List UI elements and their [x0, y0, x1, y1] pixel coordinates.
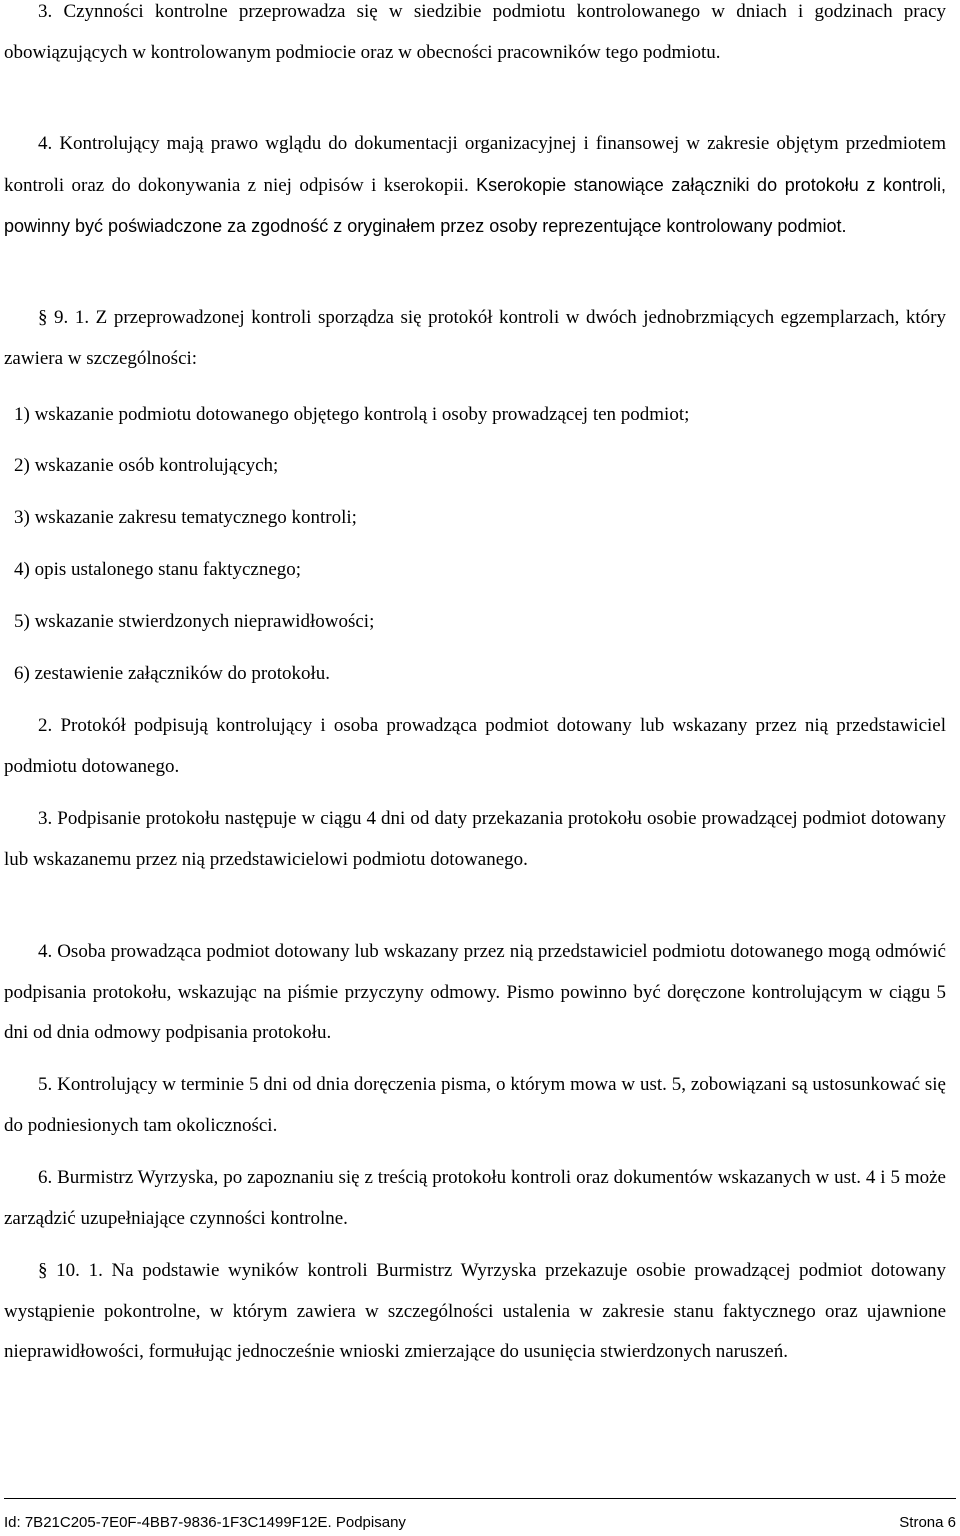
section-9-point-5: 5. Kontrolujący w terminie 5 dni od dnia doręczenia pisma, o którym mowa w ust. 5, zobowiązani są ustosunkować się do podniesionych tam okoliczności. — [4, 1074, 946, 1136]
paragraph-4 — [4, 124, 946, 248]
page-number: Strona 6 — [899, 1514, 956, 1531]
page-footer — [4, 1498, 956, 1533]
paragraph-4-part-b: Kserokopie stanowiące załączniki do protokołu z kontroli, powinny być poświadczone za zgodność z oryginałem przez osoby reprezentujące kontrolowany podmiot. — [4, 174, 946, 236]
paragraph-3: 3. Czynności kontrolne przeprowadza się w siedzibie podmiotu kontrolowanego w dniach i godzinach pracy obowiązujących w kontrolowanym podmiocie oraz w obecności pracowników tego podmiotu. — [4, 1, 946, 63]
list-item-3: 3) wskazanie zakresu tematycznego kontroli; — [14, 507, 357, 528]
paragraph-4-part-a: 4. Kontrolujący mają prawo wglądu do dokumentacji organizacyjnej i finansowej w zakresie objętym przedmiotem kontroli oraz do dokonywania z niej odpisów i kserokopii. — [4, 133, 946, 196]
list-item-6: 6) zestawienie załączników do protokołu. — [14, 663, 331, 684]
list-item-1: 1) wskazanie podmiotu dotowanego objętego kontrolą i osoby prowadzącej ten podmiot; — [14, 404, 690, 425]
section-10-point-1: § 10. 1. Na podstawie wyników kontroli Burmistrz Wyrzyska przekazuje osobie prowadzącej podmiot dotowany wystąpienie pokontrolne, w którym zawiera w szczególności ustalenia w zakresie stanu faktycznego oraz ujawnione nieprawidłowości, formułując jednocześnie wnioski zmierzające do usunięcia stwierdzonych naruszeń. — [4, 1260, 946, 1362]
list-item-5: 5) wskazanie stwierdzonych nieprawidłowości; — [14, 611, 375, 632]
section-9-point-2: 2. Protokół podpisują kontrolujący i osoba prowadząca podmiot dotowany lub wskazany przez nią przedstawiciel podmiotu dotowanego. — [4, 715, 946, 777]
section-9-point-1: § 9. 1. Z przeprowadzonej kontroli sporządza się protokół kontroli w dwóch jednobrzmiących egzemplarzach, który zawiera w szczególności: — [4, 307, 946, 369]
section-9-point-6: 6. Burmistrz Wyrzyska, po zapoznaniu się z treścią protokołu kontroli oraz dokumentów wskazanych w ust. 4 i 5 może zarządzić uzupełniające czynności kontrolne. — [4, 1167, 946, 1229]
section-9-point-4: 4. Osoba prowadząca podmiot dotowany lub wskazany przez nią przedstawiciel podmiotu dotowanego mogą odmówić podpisania protokołu, wskazując na piśmie przyczyny odmowy. Pismo powinno być doręczone kontrolującym w ciągu 5 dni od dnia odmowy podpisania protokołu. — [4, 941, 946, 1043]
document-id: Id: 7B21C205-7E0F-4BB7-9836-1F3C1499F12E. Podpisany — [4, 1514, 406, 1531]
list-item-2: 2) wskazanie osób kontrolujących; — [14, 455, 279, 476]
section-9-point-3: 3. Podpisanie protokołu następuje w ciągu 4 dni od daty przekazania protokołu osobie prowadzącej podmiot dotowany lub wskazanemu przez nią przedstawicielowi podmiotu dotowanego. — [4, 808, 946, 870]
list-item-4: 4) opis ustalonego stanu faktycznego; — [14, 559, 302, 580]
